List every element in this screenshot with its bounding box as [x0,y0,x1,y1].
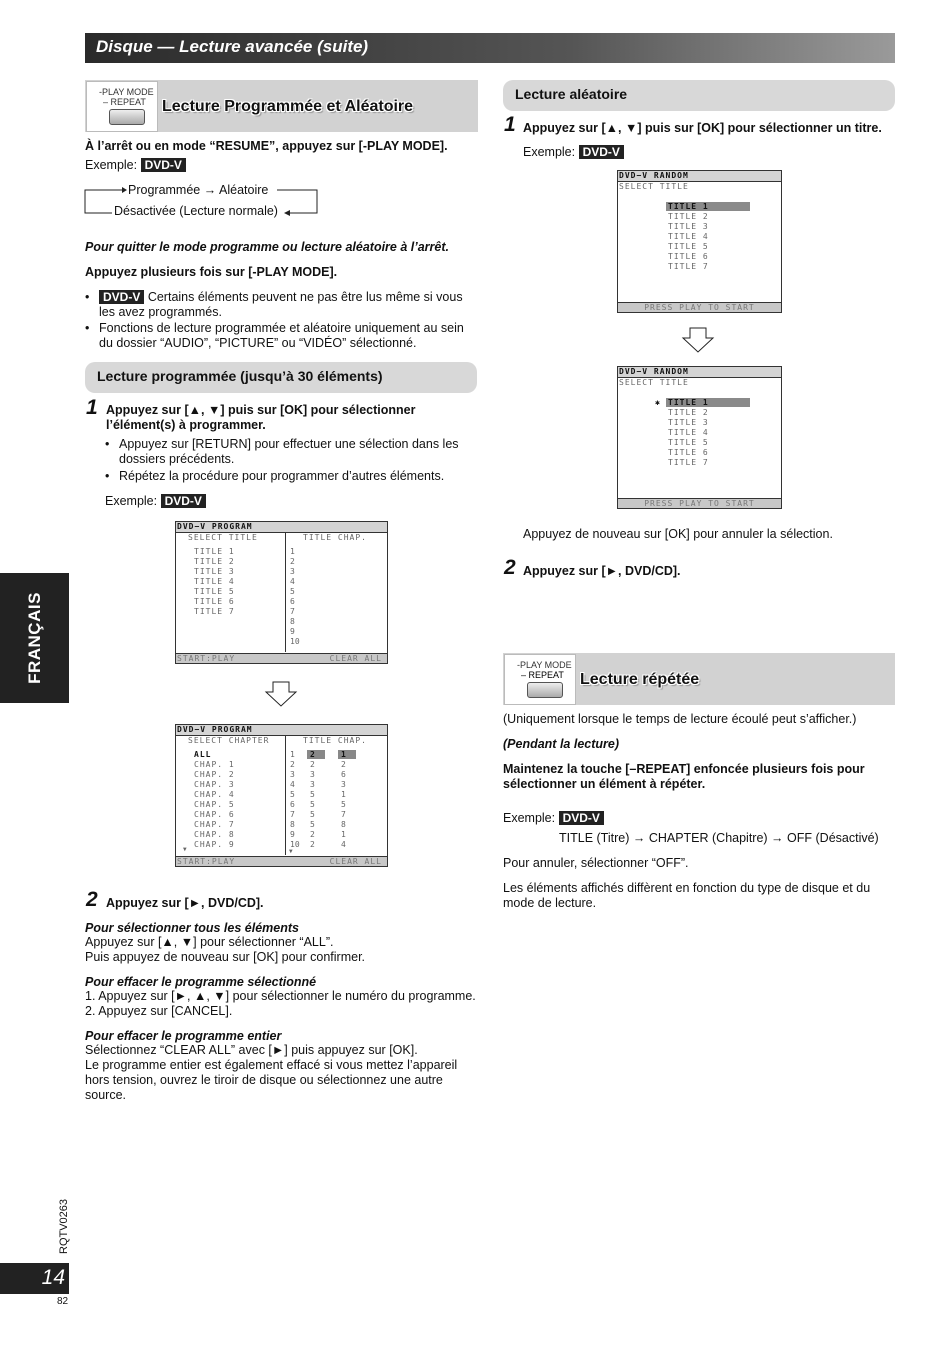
down-arrow-icon [264,681,298,707]
osd-program-cell: 3 [310,770,315,779]
osd-header: DVD−V PROGRAM [176,522,387,533]
osd-program-cell: 2 [310,760,315,769]
osd-program-cell: 8 [341,820,346,829]
section-title-repeat: Lecture répétée [580,671,700,688]
osd-title-item: TITLE 6 [668,448,709,457]
step-number: 1 [86,396,98,419]
osd-program-cell: 1 [341,750,346,759]
osd-footer-start: START:PLAY [177,654,236,663]
language-tab-label: FRANÇAIS [25,592,44,684]
select-all-line1: Appuyez sur [▲, ▼] pour sélectionner “ALL”. [85,935,334,949]
osd-program-cell: 1 [341,830,346,839]
osd-program-cell: 2 [341,760,346,769]
osd-program-cell: 5 [310,820,315,829]
scroll-down-icon: ▼ [183,846,188,853]
osd-program-cell: 2 [310,830,315,839]
repeat-difference-note: Les éléments affichés diffèrent en fonction du type de disque et du mode de lecture. [503,881,871,910]
osd-program-cell: 2 [310,750,315,759]
note-item [85,321,477,351]
osd-random-2 [617,366,782,509]
osd-program-cell: 2 [310,840,315,849]
button-label-play-mode: -PLAY MODE [99,87,154,97]
osd-title-item: TITLE 2 [668,212,709,221]
note-text: Certains éléments peuvent ne pas être lus même si vous les avez programmés. [99,290,463,319]
section-random-header [503,80,895,111]
note-item [85,290,477,320]
osd-chapter-item: CHAP. 2 [194,770,235,779]
delete-selected-line2: 2. Appuyez sur [CANCEL]. [85,1004,233,1018]
osd-title-item: TITLE 4 [194,577,235,586]
step1-bullet: • Répétez la procédure pour programmer d’autres éléments. [105,469,480,484]
osd-program-cell: 5 [310,810,315,819]
step-number: 2 [86,888,98,911]
osd-random-1 [617,170,782,313]
osd-chapter-item: CHAP. 9 [194,840,235,849]
down-arrow-icon [681,327,715,353]
osd-footer [618,498,781,508]
section-title-random: Lecture aléatoire [515,86,628,102]
osd-program-cell: 10 [290,840,300,849]
osd-program-cell: 4 [290,780,295,789]
osd-program-cell: 3 [310,780,315,789]
osd-title-item: TITLE 2 [194,557,235,566]
step-number: 2 [504,556,516,579]
intro-instruction: À l’arrêt ou en mode “RESUME”, appuyez sur [-PLAY MODE]. [85,139,448,153]
osd-title-item: TITLE 1 [668,202,709,211]
random-cancel-note: Appuyez de nouveau sur [OK] pour annuler la sélection. [523,527,833,541]
section-title-program-random: Lecture Programmée et Aléatoire [162,98,414,115]
page-sub-number: 82 [57,1296,69,1307]
button-cap-icon [109,109,145,125]
button-label-play-mode: -PLAY MODE [517,660,572,670]
example-label: Exemple: [105,494,158,508]
section-title-program: Lecture programmée (jusqu’à 30 éléments) [97,368,383,384]
play-mode-button-icon [86,81,158,132]
repeat-button-icon [504,654,576,705]
osd-sub: SELECT TITLE [619,378,689,387]
flow-desactivee: Désactivée (Lecture normale) [114,204,278,218]
osd-chapter-item: CHAP. 5 [194,800,235,809]
osd-header: DVD−V RANDOM [618,367,781,378]
osd-title-item: TITLE 4 [668,428,709,437]
osd-footer-start: START:PLAY [177,857,236,866]
step1-instruction: Appuyez sur [▲, ▼] puis sur [OK] pour sélectionner l’élément(s) à programmer. [106,403,416,432]
osd-num: 1 [290,547,296,556]
random-step2-instruction: Appuyez sur [►, DVD/CD]. [523,564,681,578]
osd-chapter-item: CHAP. 4 [194,790,235,799]
osd-header: DVD−V RANDOM [618,171,781,182]
repeat-example-row [503,811,604,826]
model-code: RQTV0263 [58,1198,70,1254]
button-label-repeat: – REPEAT [103,97,146,107]
osd-num: 3 [290,567,296,576]
osd-program-cell: 8 [290,820,295,829]
note-text: Fonctions de lecture programmée et aléatoire uniquement au sein du dossier “AUDIO”, “PICTURE” ou “VIDÉO” sélectionné. [99,321,464,350]
example-row-2 [105,494,206,509]
osd-num: 6 [290,597,296,606]
step1-bullets [105,437,480,484]
osd-num: 2 [290,557,296,566]
dvd-v-tag: DVD-V [161,494,206,508]
example-label: Exemple: [85,158,138,172]
osd-program-cell: 5 [341,800,346,809]
osd-footer [618,302,781,312]
osd-title-item: TITLE 3 [668,222,709,231]
osd-title-item: TITLE 7 [668,262,709,271]
osd-program-cell: 4 [341,840,346,849]
clear-all-line2: Le programme entier est également effacé si vous mettez l’appareil hors tension, ouvrez le tiroir de disque ou sélectionnez une autre source. [85,1058,458,1102]
osd-num: 8 [290,617,296,626]
quit-instruction-italic: Pour quitter le mode programme ou lecture aléatoire à l’arrêt. [85,240,449,254]
section-program-random [85,80,478,132]
dvd-v-tag: DVD-V [141,158,186,172]
dvd-v-tag: DVD-V [559,811,604,825]
osd-title-item: TITLE 1 [668,398,709,407]
dvd-v-tag: DVD-V [579,145,624,159]
osd-title-item: TITLE 4 [668,232,709,241]
osd-footer-text: PRESS PLAY TO START [644,499,755,508]
osd-chapter-item: CHAP. 3 [194,780,235,789]
step2-instruction: Appuyez sur [►, DVD/CD]. [106,896,264,910]
osd-divider [285,533,286,652]
osd-program-cell: 2 [290,760,295,769]
random-step1-instruction: Appuyez sur [▲, ▼] puis sur [OK] pour sélectionner un titre. [523,121,882,135]
notes-list [85,290,477,351]
osd-program-cell: 1 [341,790,346,799]
osd-program-cell: 5 [310,800,315,809]
repeat-hold-instruction: Maintenez la touche [–REPEAT] enfoncée plusieurs fois pour sélectionner un élément à répéter. [503,762,865,791]
osd-program-cell: 5 [290,790,295,799]
page-number-box [0,1263,69,1294]
page-title: Disque — Lecture avancée (suite) [96,37,369,56]
osd-divider [285,736,286,855]
osd-sub: SELECT TITLE [619,182,689,191]
osd-header: DVD−V PROGRAM [176,725,387,736]
osd-chapter-item: CHAP. 7 [194,820,235,829]
osd-num: 7 [290,607,296,616]
step-number: 1 [504,113,516,136]
osd-program-select-title [175,521,388,664]
dvd-v-tag: DVD-V [99,290,144,304]
osd-program-cell: 6 [290,800,295,809]
quit-instruction-bold: Appuyez plusieurs fois sur [-PLAY MODE]. [85,265,338,279]
flow-programmee: Programmée → Aléatoire [128,183,269,197]
osd-chapter-item: ALL [194,750,212,759]
osd-program-cell: 7 [290,810,295,819]
osd-num: 9 [290,627,296,636]
osd-chapter-item: CHAP. 6 [194,810,235,819]
osd-chapter-item: CHAP. 8 [194,830,235,839]
osd-title-item: TITLE 1 [194,547,235,556]
select-all-line2: Puis appuyez de nouveau sur [OK] pour confirmer. [85,950,366,964]
repeat-cancel: Pour annuler, sélectionner “OFF”. [503,856,689,870]
osd-footer-text: PRESS PLAY TO START [644,303,755,312]
osd-footer [176,653,387,663]
osd-title-item: TITLE 5 [668,438,709,447]
osd-num: 5 [290,587,296,596]
delete-selected-line1: 1. Appuyez sur [►, ▲, ▼] pour sélectionner le numéro du programme. [85,989,476,1003]
osd-num: 4 [290,577,296,586]
example-label: Exemple: [503,811,556,825]
example-row-1 [85,158,186,173]
osd-program-cell: 5 [310,790,315,799]
osd-title-item: TITLE 5 [194,587,235,596]
osd-sub-right: TITLE CHAP. [303,533,367,542]
osd-program-select-chapter [175,724,388,867]
scroll-down-icon: ▼ [289,848,294,855]
page-number: 14 [41,1266,65,1289]
example-label: Exemple: [523,145,576,159]
repeat-note: (Uniquement lorsque le temps de lecture écoulé peut s’afficher.) [503,712,857,726]
osd-sub-right: TITLE CHAP. [303,736,367,745]
osd-footer-clear: CLEAR ALL [329,654,382,663]
clear-all-line1: Sélectionnez “CLEAR ALL” avec [►] puis appuyez sur [OK]. [85,1043,418,1057]
osd-chapter-item: CHAP. 1 [194,760,235,769]
clear-all-title: Pour effacer le programme entier [85,1029,282,1043]
language-tab [0,573,69,703]
step1-bullet: • Appuyez sur [RETURN] pour effectuer une sélection dans les dossiers précédents. [105,437,480,467]
mode-flow-diagram [84,180,324,220]
repeat-during: (Pendant la lecture) [503,737,619,751]
example-row-3 [523,145,624,160]
delete-selected-title: Pour effacer le programme sélectionné [85,975,317,989]
osd-sub-left: SELECT TITLE [188,533,258,542]
osd-sub-left: SELECT CHAPTER [188,736,270,745]
osd-footer [176,856,387,866]
page-header [85,33,895,63]
osd-title-item: TITLE 3 [194,567,235,576]
button-cap-icon [527,682,563,698]
osd-program-cell: 1 [290,750,295,759]
osd-title-item: TITLE 5 [668,242,709,251]
osd-program-cell: 9 [290,830,295,839]
select-all-title: Pour sélectionner tous les éléments [85,921,299,935]
osd-title-item: TITLE 7 [668,458,709,467]
osd-program-cell: 3 [341,780,346,789]
section-repeat [503,653,895,705]
button-label-repeat: – REPEAT [521,670,564,680]
osd-program-cell: 3 [290,770,295,779]
osd-title-item: TITLE 6 [668,252,709,261]
repeat-flow: TITLE (Titre) → CHAPTER (Chapitre) → OFF (Désactivé) [559,831,879,845]
osd-num: 10 [290,637,300,646]
osd-title-item: TITLE 7 [194,607,235,616]
osd-program-cell: 6 [341,770,346,779]
osd-program-cell: 7 [341,810,346,819]
section-program-header [85,362,477,393]
osd-footer-clear: CLEAR ALL [329,857,382,866]
osd-title-item: TITLE 6 [194,597,235,606]
osd-title-item: TITLE 3 [668,418,709,427]
asterisk-icon: ✱ [655,398,661,407]
osd-title-item: TITLE 2 [668,408,709,417]
